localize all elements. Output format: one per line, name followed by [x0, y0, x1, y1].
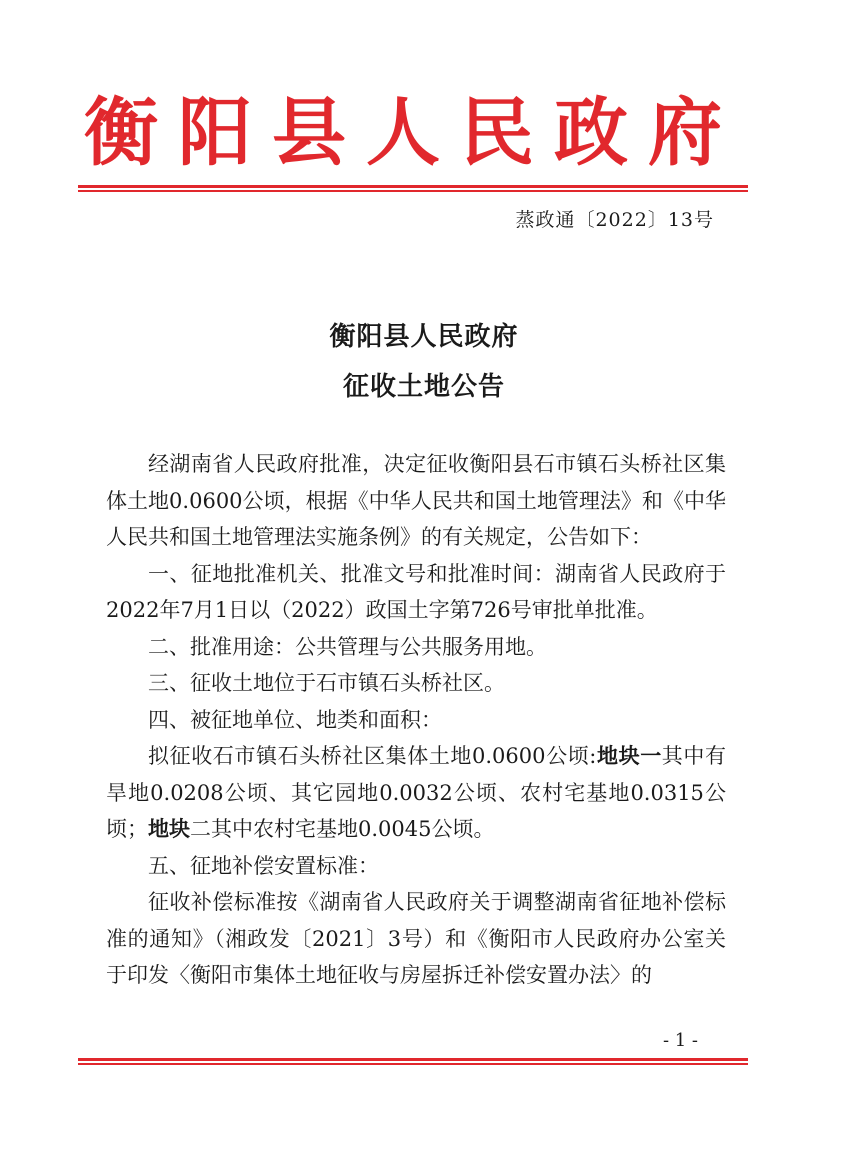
- parcels-text-2: 其中有旱地0.0208公顷、其它园地0.0032公顷、农村宅基地0.0315公顷；: [106, 744, 726, 841]
- masthead-rule-thick: [78, 185, 748, 188]
- item-parcels-heading: 四、被征地单位、地类和面积：: [148, 707, 442, 732]
- page-number: - 1 -: [662, 1030, 698, 1051]
- item-parcels-detail: [106, 738, 726, 848]
- notice-body: [106, 446, 726, 994]
- item-compensation-detail: 征收补偿标准按《湖南省人民政府关于调整湖南省征地补偿标准的通知》（湘政发〔2021〕3号）和《衡阳市人民政府办公室关于印发〈衡阳市集体土地征收与房屋拆迁补偿安置办法〉的: [106, 890, 726, 987]
- item-approval: 一、征地批准机关、批准文号和批准时间：湖南省人民政府于2022年7月1日以（2022）政国土字第726号审批单批准。: [106, 561, 726, 622]
- parcels-text-1: 拟征收石市镇石头桥社区集体土地0.0600公顷:: [148, 744, 597, 768]
- parcel-two-label: 地块: [148, 816, 190, 841]
- notice-title: 征收土地公告: [342, 372, 505, 402]
- item-purpose: 二、批准用途：公共管理与公共服务用地。: [148, 634, 547, 659]
- footer-rule-thick: [78, 1058, 748, 1061]
- document-number: 蒸政通〔2022〕13号: [515, 209, 714, 231]
- notice-title-issuer: 衡阳县人民政府: [329, 322, 519, 352]
- intro-paragraph: 经湖南省人民政府批准，决定征收衡阳县石市镇石头桥社区集体土地0.0600公顷，根据《中华人民共和国土地管理法》和《中华人民共和国土地管理法实施条例》的有关规定，公告如下：: [106, 452, 726, 549]
- parcel-one-label: 地块一: [596, 743, 662, 768]
- masthead-rule-thin: [78, 190, 748, 192]
- item-location: 三、征收土地位于石市镇石头桥社区。: [148, 671, 505, 695]
- footer-rule-thin: [78, 1063, 748, 1065]
- item-compensation-heading: 五、征地补偿安置标准：: [148, 853, 379, 878]
- parcels-text-3: 二其中农村宅基地0.0045公顷。: [190, 817, 495, 841]
- masthead-title: 衡阳县人民政府: [84, 90, 742, 176]
